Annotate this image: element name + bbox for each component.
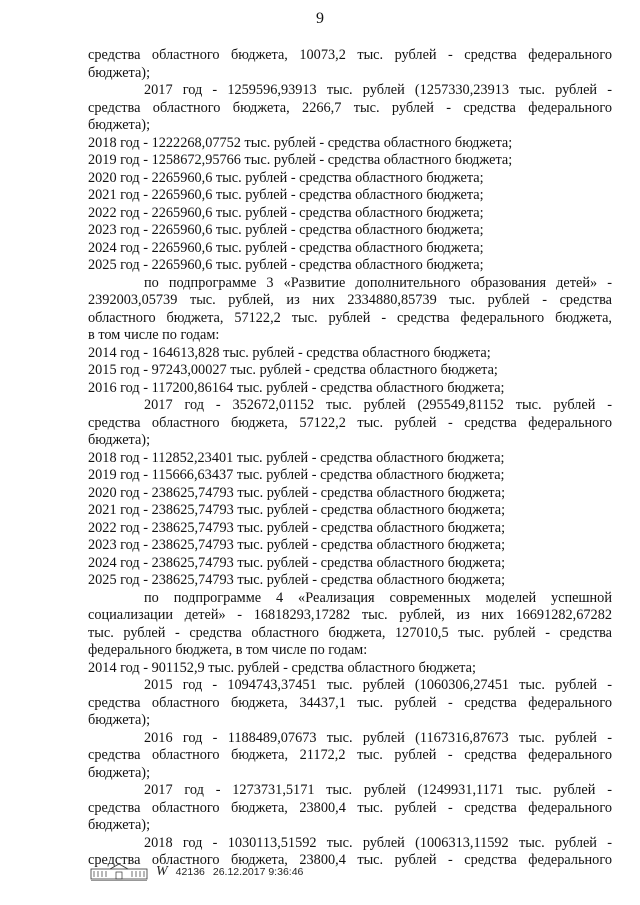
text-line: бюджета);	[88, 817, 151, 833]
text-line: 2015 год - 97243,00027 тыс. рублей - средства областного бюджета;	[88, 362, 498, 378]
text-line: областного бюджета, 57122,2 тыс. рублей - средства федерального бюджета,	[88, 309, 612, 326]
text-line: средства областного бюджета, 2266,7 тыс. рублей - средства федерального	[88, 99, 612, 116]
text-line: 2018 год - 112852,23401 тыс. рублей - средства областного бюджета;	[88, 449, 505, 466]
text-line: средства областного бюджета, 23800,4 тыс. рублей - средства федерального	[88, 799, 612, 816]
text-line: 2392003,05739 тыс. рублей, из них 2334880,85739 тыс. рублей - средства	[88, 292, 612, 308]
text-line: 2021 год - 238625,74793 тыс. рублей - средства областного бюджета;	[88, 502, 506, 518]
text-line: средства областного бюджета, 23800,4 тыс. рублей - средства федерального	[88, 852, 612, 868]
text-line: 2020 год - 2265960,6 тыс. рублей - средства областного бюджета;	[88, 169, 484, 186]
text-line: по подпрограмме 4 «Реализация современных моделей успешной	[144, 589, 612, 606]
text-line: 2016 год - 117200,86164 тыс. рублей - средства областного бюджета;	[88, 379, 505, 396]
text-line: 2025 год - 238625,74793 тыс. рублей - средства областного бюджета;	[88, 572, 506, 588]
text-line: социализации детей» - 16818293,17282 тыс. рублей, из них 16691282,67282	[88, 607, 612, 623]
document-timestamp: 26.12.2017 9:36:46	[212, 866, 304, 878]
text-line: 2015 год - 1094743,37451 тыс. рублей (1060306,27451 тыс. рублей -	[144, 677, 612, 693]
text-line: средства областного бюджета, 57122,2 тыс. рублей - средства федерального	[88, 414, 612, 431]
text-line: по подпрограмме 3 «Развитие дополнительного образования детей» -	[144, 274, 612, 291]
text-line: 2020 год - 238625,74793 тыс. рублей - средства областного бюджета;	[88, 484, 506, 501]
text-line: средства областного бюджета, 34437,1 тыс. рублей - средства федерального	[88, 694, 612, 711]
text-line: 2019 год - 115666,63437 тыс. рублей - средства областного бюджета;	[88, 467, 505, 483]
text-line: 2022 год - 238625,74793 тыс. рублей - средства областного бюджета;	[88, 519, 506, 536]
text-line: 2017 год - 1273731,5171 тыс. рублей (1249931,1171 тыс. рублей -	[144, 782, 612, 798]
text-line: бюджета);	[88, 764, 151, 781]
text-line: бюджета);	[88, 64, 151, 81]
building-logo-icon	[90, 862, 148, 882]
text-line: средства областного бюджета, 10073,2 тыс. рублей - средства федерального	[88, 47, 612, 63]
page-number: 9	[316, 10, 324, 27]
text-line: бюджета);	[88, 432, 151, 448]
text-line: бюджета);	[88, 117, 151, 133]
text-line: 2014 год - 164613,828 тыс. рублей - средства областного бюджета;	[88, 344, 491, 361]
text-line: 2016 год - 1188489,07673 тыс. рублей (1167316,87673 тыс. рублей -	[144, 729, 612, 746]
text-line: 2017 год - 352672,01152 тыс. рублей (295549,81152 тыс. рублей -	[144, 397, 612, 413]
text-line: в том числе по годам:	[88, 327, 220, 343]
text-line: 2023 год - 2265960,6 тыс. рублей - средства областного бюджета;	[88, 222, 484, 238]
text-line: бюджета);	[88, 712, 151, 728]
text-line: 2017 год - 1259596,93913 тыс. рублей (1257330,23913 тыс. рублей -	[144, 82, 612, 98]
text-line: 2024 год - 238625,74793 тыс. рублей - средства областного бюджета;	[88, 554, 506, 571]
text-line: 2018 год - 1222268,07752 тыс. рублей - средства областного бюджета;	[88, 134, 513, 151]
document-number: 42136	[175, 866, 205, 878]
text-line: 2021 год - 2265960,6 тыс. рублей - средства областного бюджета;	[88, 187, 484, 203]
text-line: федерального бюджета, в том числе по годам:	[88, 642, 368, 658]
text-line: 2023 год - 238625,74793 тыс. рублей - средства областного бюджета;	[88, 537, 506, 553]
text-line: 2022 год - 2265960,6 тыс. рублей - средства областного бюджета;	[88, 204, 484, 221]
text-line: средства областного бюджета, 21172,2 тыс. рублей - средства федерального	[88, 747, 612, 763]
document-mark: W	[156, 864, 168, 879]
text-line: тыс. рублей - средства областного бюджета, 127010,5 тыс. рублей - средства	[88, 624, 612, 641]
text-line: 2014 год - 901152,9 тыс. рублей - средства областного бюджета;	[88, 659, 476, 676]
page-footer	[90, 862, 303, 882]
text-line: 2025 год - 2265960,6 тыс. рублей - средства областного бюджета;	[88, 257, 484, 273]
text-line: 2024 год - 2265960,6 тыс. рублей - средства областного бюджета;	[88, 239, 484, 256]
text-line: 2018 год - 1030113,51592 тыс. рублей (1006313,11592 тыс. рублей -	[144, 834, 612, 851]
document-body	[88, 47, 612, 870]
text-line: 2019 год - 1258672,95766 тыс. рублей - средства областного бюджета;	[88, 152, 513, 168]
